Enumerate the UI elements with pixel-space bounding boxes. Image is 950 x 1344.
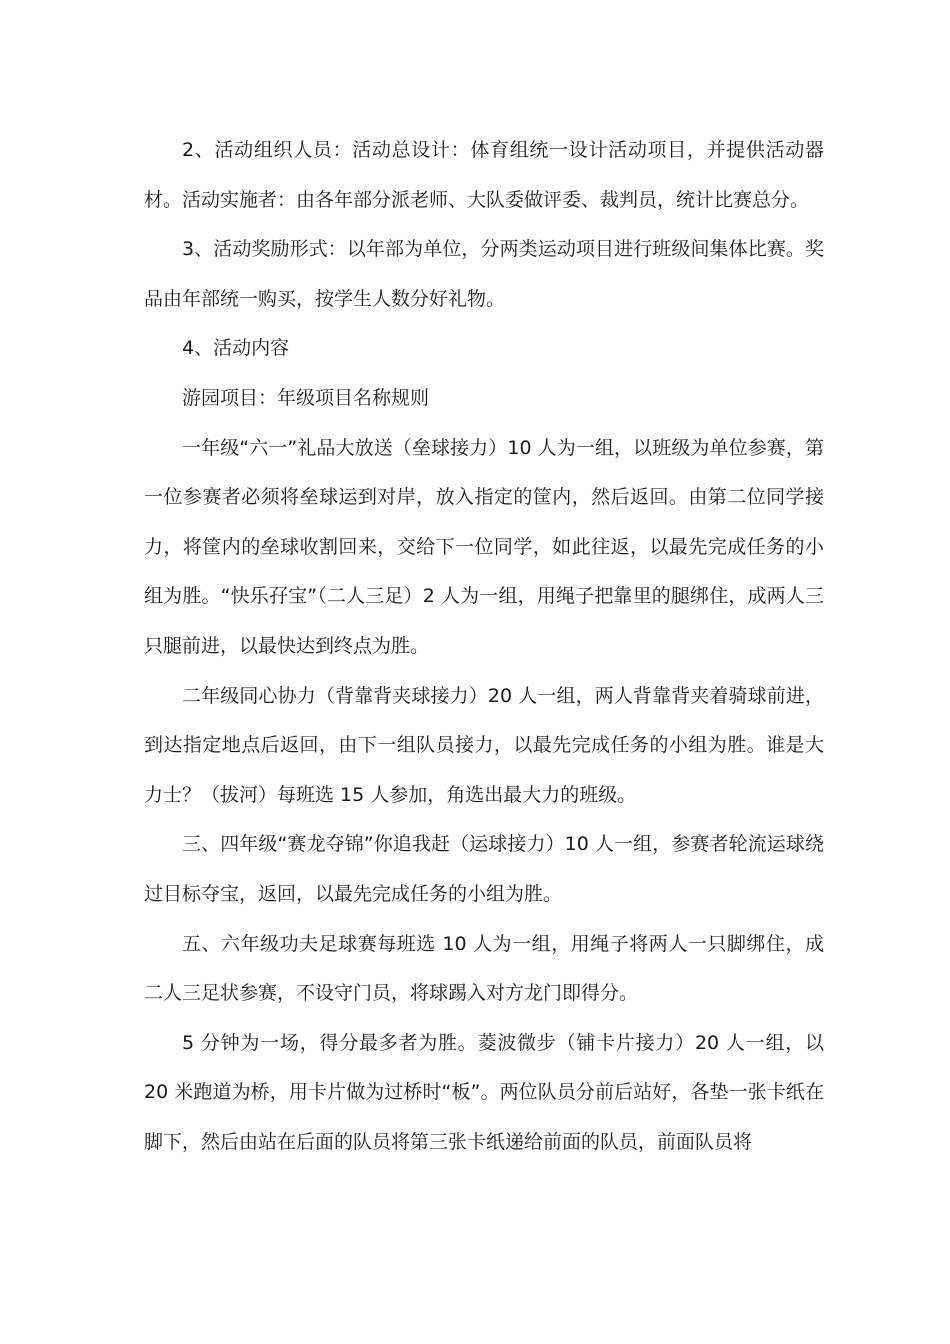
document-body bbox=[144, 126, 824, 1167]
paragraph-grade-one: 一年级“六一”礼品大放送（垒球接力）10 人为一组，以班级为单位参赛，第一位参赛者必须将垒球运到对岸，放入指定的筐内，然后返回。由第二位同学接力，将筐内的垒球收割回来，交给下一位同学，如此往返，以最先完成任务的小组为胜。“快乐孖宝”（二人三足）2 人为一组，用绳子把靠里的腿绑住，成两人三只腿前进，以最快达到终点为胜。 bbox=[144, 436, 824, 657]
paragraph-grade-three-four: 三、四年级“赛龙夺锦”你追我赶（运球接力）10 人一组，参赛者轮流运球绕过目标夺宝，返回，以最先完成任务的小组为胜。 bbox=[144, 833, 824, 905]
paragraph-organizers: 2、活动组织人员：活动总设计：体育组统一设计活动项目，并提供活动器材。活动实施者：由各年部分派老师、大队委做评委、裁判员，统计比赛总分。 bbox=[144, 139, 824, 211]
paragraph-content-heading: 4、活动内容 bbox=[182, 337, 290, 360]
paragraph-grade-two: 二年级同心协力（背靠背夹球接力）20 人一组，两人背靠背夹着骑球前进，到达指定地点后返回，由下一组队员接力，以最先完成任务的小组为胜。谁是大力士？（拔河）每班选 15 人参加，角选出最大力的班级。 bbox=[144, 684, 824, 806]
paragraph-project-header: 游园项目：年级项目名称规则 bbox=[182, 386, 430, 409]
paragraph-rewards: 3、活动奖励形式：以年部为单位，分两类运动项目进行班级间集体比赛。奖品由年部统一购买，按学生人数分好礼物。 bbox=[144, 238, 824, 310]
paragraph-grade-five-six: 五、六年级功夫足球赛每班选 10 人为一组，用绳子将两人一只脚绑住，成二人三足状参赛，不设守门员，将球踢入对方龙门即得分。 bbox=[144, 932, 824, 1005]
paragraph-scoring: 5 分钟为一场，得分最多者为胜。菱波微步（铺卡片接力）20 人一组，以 20 米跑道为桥，用卡片做为过桥时“板”。两位队员分前后站好，各垫一张卡纸在脚下，然后由站在后面的队员将第三张卡纸递给前面的队员，前面队员将 bbox=[144, 1031, 824, 1153]
